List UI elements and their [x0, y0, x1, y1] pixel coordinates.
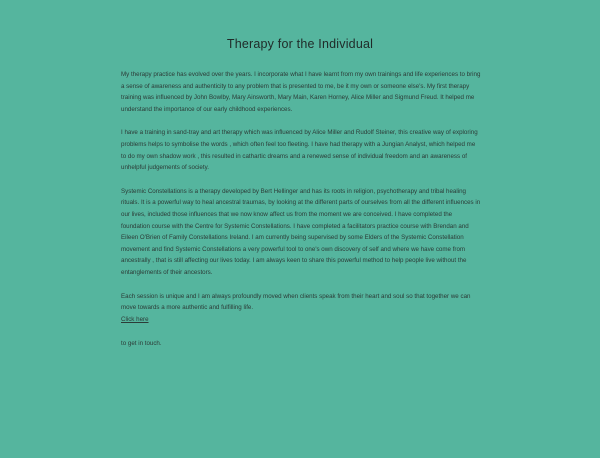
paragraph-intro: My therapy practice has evolved over the years. I incorporate what I have learnt from my own trainings and life experiences to bring a sense of awareness and authenticity to any problem that is presented to me, be it my own or someone else's. My first therapy training was influenced by John Bowlby, Mary Ainsworth, Mary Main, Karen Horney, Alice Miller and Sigmund Freud. It helped me understand the importance of our early childhood experiences. — [121, 71, 481, 113]
page-title: Therapy for the Individual — [226, 37, 374, 51]
contact-text: to get in touch. — [121, 339, 162, 347]
paragraph-training: I have a training in sand-tray and art therapy which was influenced by Alice Miller and Rudolf Steiner, this creative way of exploring problems helps to symbolise the words , which often feel too fleeting. I have had therapy with a Jungian Analyst, which helped me to do my own shadow work , this resulted in cathartic dreams and a renewed sense of individual freedom and an awareness of unhelpful judgements of society. — [121, 129, 478, 172]
paragraph-session: Each session is unique and I am always profoundly moved when clients speak from their heart and soul so that together we can move towards a more authentic and fulfilling life. — [121, 292, 471, 312]
main-content — [121, 69, 481, 349]
paragraph-constellations: Systemic Constellations is a therapy developed by Bert Hellinger and has its roots in religion, psychotherapy and tribal healing rituals. It is a powerful way to heal ancestral traumas, by looking at the different parts of ourselves from all the different influences in our lives, included those influences that we now know affect us from the moment we are conceived. I have completed the foundation course with the Centre for Systemic Constellations. I have completed a facilitators practice course with Brendan and Eileen O'Brien of Family Constellations Ireland. I am currently being supervised by some Elders of the Systemic Constellation movement and find Systemic Constellations a very powerful tool to one's own discovery of self and where we have come from ancestrally , that is still affecting our lives today. I am always keen to share this powerful method to help people live without the entanglements of their ancestors. — [121, 187, 481, 276]
click-here-link[interactable]: Click here — [121, 315, 149, 323]
